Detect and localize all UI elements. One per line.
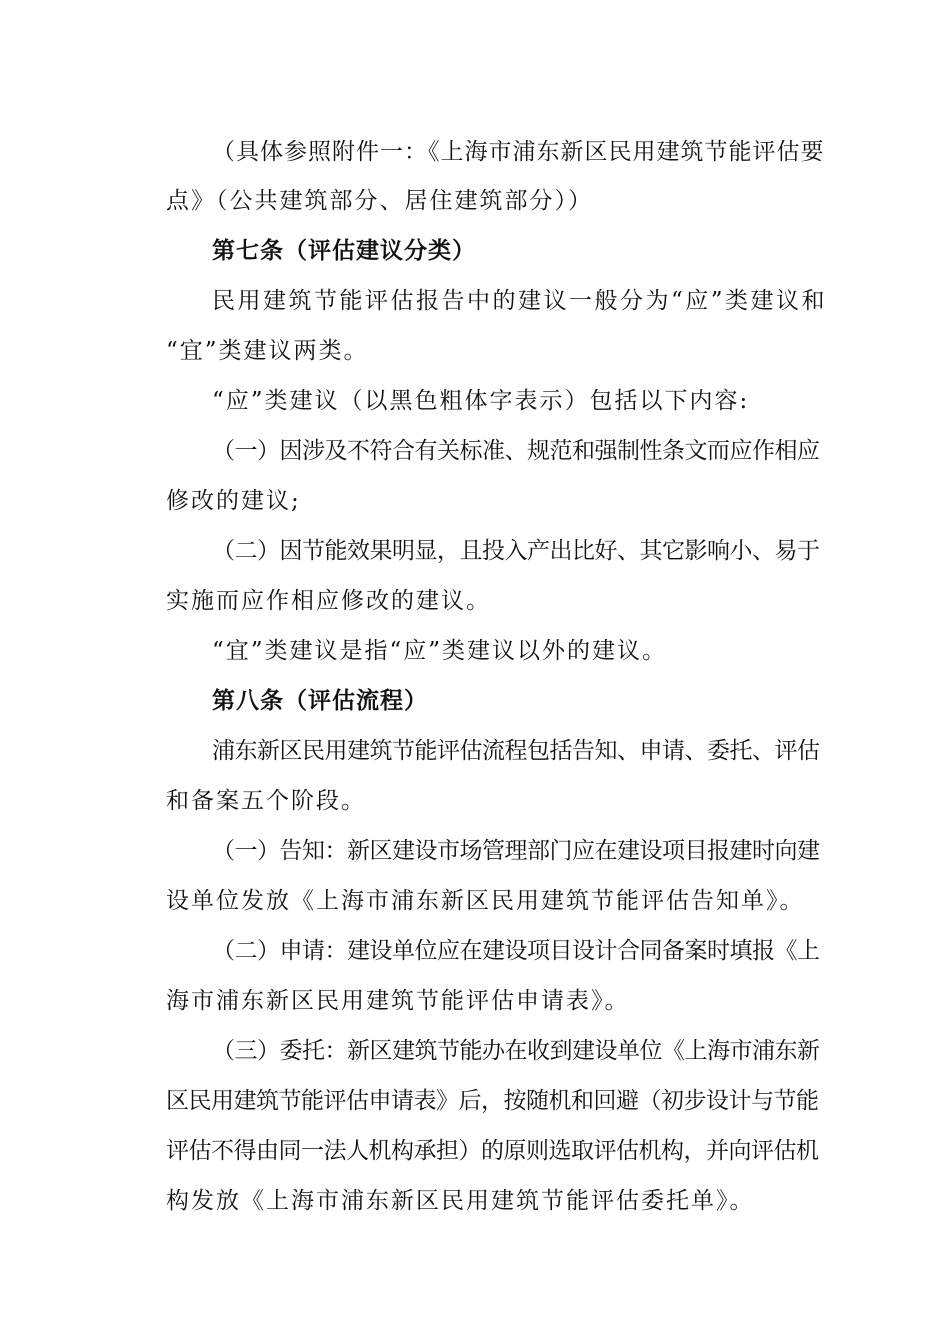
text-line: （一）告知：新区建设市场管理部门应在建设项目报建时向建 [212, 838, 820, 864]
text-line: （二）因节能效果明显，且投入产出比好、其它影响小、易于 [212, 538, 820, 564]
paragraph-line [212, 636, 667, 666]
text-line: 评估不得由同一法人机构承担）的原则选取评估机构，并向评估机 [166, 1138, 819, 1164]
text-line: （一）因涉及不符合有关标准、规范和强制性条文而应作相应 [212, 438, 820, 464]
paragraph-line [212, 536, 820, 566]
article-heading [212, 236, 476, 266]
text-line: 海市浦东新区民用建筑节能评估申请表》。 [166, 988, 630, 1014]
text-line: “应”类建议（以黑色粗体字表示）包括以下内容: [212, 388, 750, 414]
paragraph-line [166, 786, 366, 816]
paragraph-line [166, 486, 301, 516]
paragraph-line [166, 986, 630, 1016]
text-line: 区民用建筑节能评估申请表》后，按随机和回避（初步设计与节能 [166, 1088, 819, 1114]
paragraph-line [166, 586, 491, 616]
paragraph-line [212, 286, 827, 316]
text-line: “宜”类建议是指“应”类建议以外的建议。 [212, 638, 668, 664]
article-heading [212, 686, 428, 716]
paragraph-line [212, 436, 820, 466]
paragraph-line [212, 936, 820, 966]
text-line: （具体参照附件一：《上海市浦东新区民用建筑节能评估要 [212, 139, 825, 165]
paragraph-line [166, 1186, 755, 1216]
paragraph-line [212, 1036, 820, 1066]
text-line: 和备案五个阶段。 [166, 788, 366, 814]
paragraph-line [212, 736, 820, 766]
text-line: 构发放《上海市浦东新区民用建筑节能评估委托单》。 [166, 1188, 755, 1214]
paragraph-line [166, 1086, 819, 1116]
paragraph-line [212, 836, 820, 866]
text-line: （三）委托：新区建筑节能办在收到建设单位《上海市浦东新 [212, 1038, 820, 1064]
text-line: “宜”类建议两类。 [166, 338, 369, 364]
heading-text: 第七条（评估建议分类） [212, 238, 476, 264]
paragraph-line [166, 186, 593, 216]
text-line: 设单位发放《上海市浦东新区民用建筑节能评估告知单》。 [166, 888, 805, 914]
text-line: 修改的建议; [166, 488, 301, 514]
text-line: 民用建筑节能评估报告中的建议一般分为“应”类建议和 [212, 288, 828, 314]
text-line: 实施而应作相应修改的建议。 [166, 588, 491, 614]
text-line: 点》（公共建筑部分、居住建筑部分）） [166, 188, 593, 214]
text-line: 浦东新区民用建筑节能评估流程包括告知、申请、委托、评估 [212, 738, 820, 764]
paragraph-line [166, 1136, 819, 1166]
paragraph-line [166, 886, 805, 916]
text-line: （二）申请：建设单位应在建设项目设计合同备案时填报《上 [212, 938, 820, 964]
heading-text: 第八条（评估流程） [212, 688, 428, 714]
paragraph-line [212, 386, 749, 416]
paragraph-line [166, 336, 369, 366]
paragraph-line [212, 137, 828, 167]
